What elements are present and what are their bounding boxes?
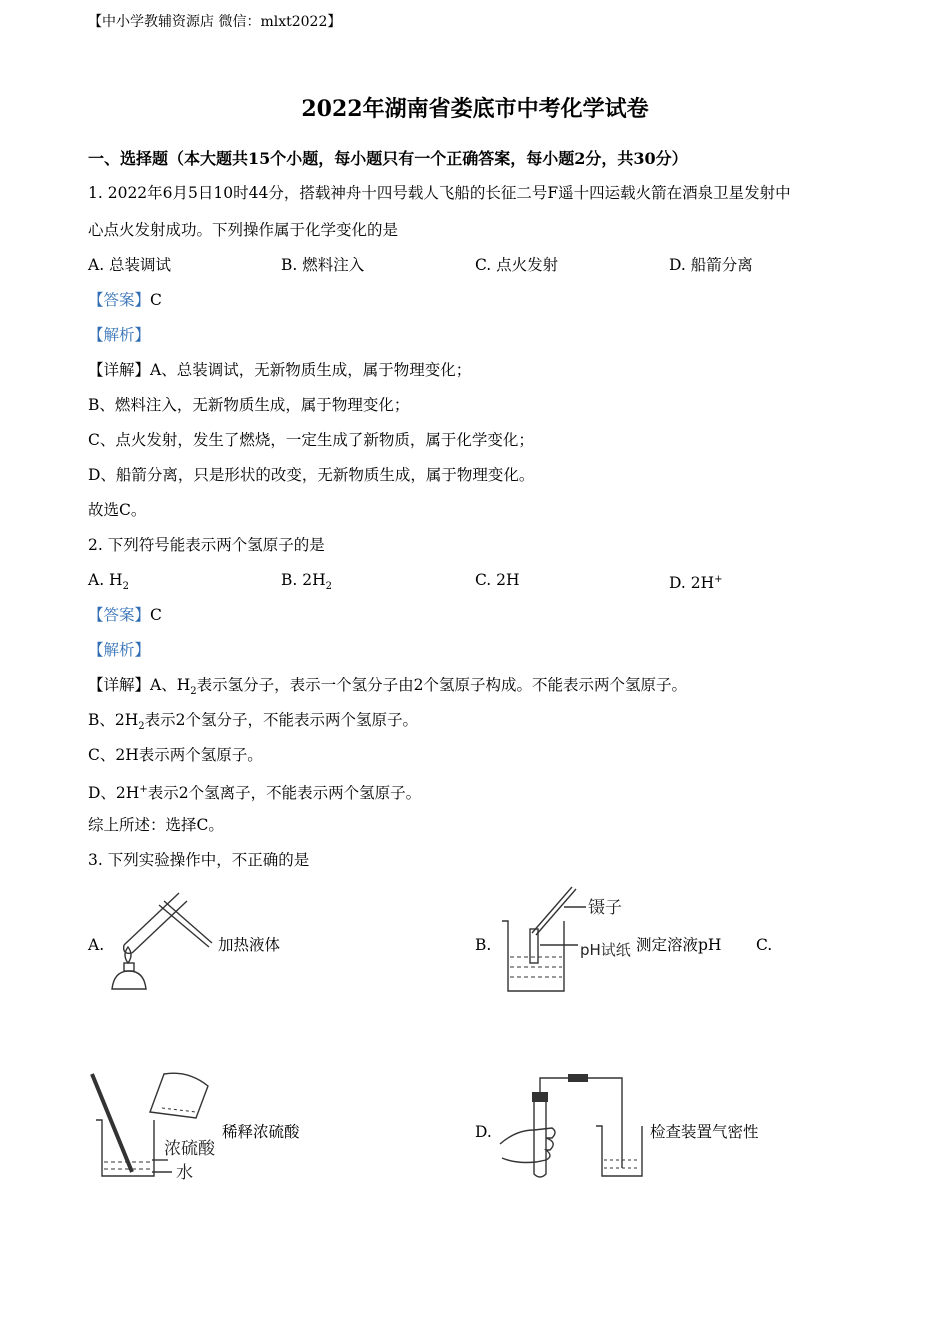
q1-option-b: B. 燃料注入 xyxy=(281,256,365,274)
answer-label: 【答案】 xyxy=(88,606,151,624)
detail-text: D、2H xyxy=(88,784,140,803)
flame-icon xyxy=(125,947,131,963)
q1-answer xyxy=(88,290,162,310)
rubber-stopper xyxy=(532,1092,548,1102)
q2-detail-d xyxy=(88,780,421,803)
test-tube xyxy=(124,893,179,945)
q2-option-a xyxy=(88,570,129,597)
superscript: + xyxy=(714,574,723,585)
ph-test-figure xyxy=(496,885,636,997)
dilute-acid-figure xyxy=(88,1068,220,1182)
ph-paper-label: pH试纸 xyxy=(580,941,631,959)
q1-detail-b: B、燃料注入，无新物质生成，属于物理变化； xyxy=(88,396,410,414)
q1-stem-line2: 心点火发射成功。下列操作属于化学变化的是 xyxy=(88,221,399,239)
q2-detail-c: C、2H表示两个氢原子。 xyxy=(88,746,263,764)
rubber-connector xyxy=(568,1074,588,1082)
answer-value: C xyxy=(150,291,162,309)
glass-rod xyxy=(92,1074,132,1172)
q2-detail-b xyxy=(88,710,418,737)
tweezers xyxy=(532,887,572,933)
detail-text: 表示2个氢离子，不能表示两个氢原子。 xyxy=(147,784,422,803)
q2-analysis-label: 【解析】 xyxy=(88,641,151,659)
q3-option-a-text: 加热液体 xyxy=(218,936,281,954)
detail-text: B、2H xyxy=(88,711,139,729)
detail-label: 【详解】 xyxy=(88,361,151,379)
q3-stem: 3. 下列实验操作中，不正确的是 xyxy=(88,851,310,869)
delivery-tube xyxy=(540,1078,622,1168)
detail-text: 表示氢分子，表示一个氢分子由2个氢原子构成。不能表示两个氢原子。 xyxy=(196,676,687,694)
q3-option-a-letter: A. xyxy=(88,936,105,954)
answer-label: 【答案】 xyxy=(88,291,151,309)
q1-stem-line1: 1. 2022年6月5日10时44分，搭载神舟十四号载人飞船的长征二号F遥十四运载火箭在酒泉卫星发射中 xyxy=(88,184,791,202)
acid-label: 浓硫酸 xyxy=(164,1139,215,1159)
option-text: B. 2H xyxy=(281,571,326,589)
acid-surface xyxy=(162,1108,196,1112)
subscript: 2 xyxy=(138,721,145,733)
water-label: 水 xyxy=(176,1163,193,1183)
q2-answer xyxy=(88,605,162,625)
test-tube xyxy=(534,1098,546,1177)
q2-option-b xyxy=(281,570,332,597)
q2-option-c: C. 2H xyxy=(475,571,520,589)
q3-option-c-letter: C. xyxy=(756,936,773,954)
detail-text: A、H xyxy=(150,676,191,694)
q3-option-c-text: 稀释浓硫酸 xyxy=(222,1123,300,1141)
q1-detail-a xyxy=(88,360,471,380)
detail-text: A、总装调试，无新物质生成，属于物理变化； xyxy=(150,361,472,379)
tweezers-label: 镊子 xyxy=(588,898,622,918)
subscript: 2 xyxy=(190,686,197,698)
lamp-wick-holder xyxy=(124,963,134,971)
section-heading: 一、选择题（本大题共15个小题，每小题只有一个正确答案，每小题2分，共30分） xyxy=(88,149,688,168)
q1-analysis-label: 【解析】 xyxy=(88,326,151,344)
heating-liquid-figure xyxy=(104,885,216,997)
q3-option-b-text: 测定溶液pH xyxy=(636,936,722,954)
q3-option-b-letter: B. xyxy=(475,936,492,954)
test-tube-edge xyxy=(132,901,187,953)
q1-detail-d: D、船箭分离，只是形状的改变，无新物质生成，属于物理变化。 xyxy=(88,466,535,484)
hand-icon xyxy=(500,1128,555,1163)
option-text: A. H xyxy=(88,571,123,589)
subscript: 2 xyxy=(325,581,332,593)
tweezers-arm xyxy=(536,889,576,935)
q3-option-d-text: 检查装置气密性 xyxy=(650,1123,759,1141)
detail-label: 【详解】 xyxy=(88,676,151,694)
subscript: 2 xyxy=(122,581,129,593)
tube-holder xyxy=(159,905,209,947)
q2-option-d xyxy=(669,570,723,593)
header-watermark: 【中小学教辅资源店 微信：mlxt2022】 xyxy=(88,14,342,30)
q1-option-a: A. 总装调试 xyxy=(88,256,172,274)
tube-holder-arm xyxy=(164,901,212,943)
option-text: D. 2H xyxy=(669,574,715,593)
q1-option-c: C. 点火发射 xyxy=(475,256,559,274)
beaker xyxy=(96,1120,154,1176)
airtightness-figure xyxy=(496,1068,648,1182)
q2-stem: 2. 下列符号能表示两个氢原子的是 xyxy=(88,536,325,554)
q1-conclusion: 故选C。 xyxy=(88,501,147,519)
page-title: 2022年湖南省娄底市中考化学试卷 xyxy=(301,96,649,122)
q1-option-d: D. 船箭分离 xyxy=(669,256,753,274)
superscript: + xyxy=(139,784,148,795)
answer-value: C xyxy=(150,606,162,624)
q2-detail-a xyxy=(88,675,687,702)
q2-conclusion: 综上所述：选择C。 xyxy=(88,816,224,834)
pouring-beaker xyxy=(150,1073,208,1118)
q3-option-d-letter: D. xyxy=(475,1123,492,1141)
q1-detail-c: C、点火发射，发生了燃烧，一定生成了新物质，属于化学变化； xyxy=(88,431,534,449)
detail-text: 表示2个氢分子，不能表示两个氢原子。 xyxy=(144,711,419,729)
alcohol-lamp xyxy=(112,971,146,989)
